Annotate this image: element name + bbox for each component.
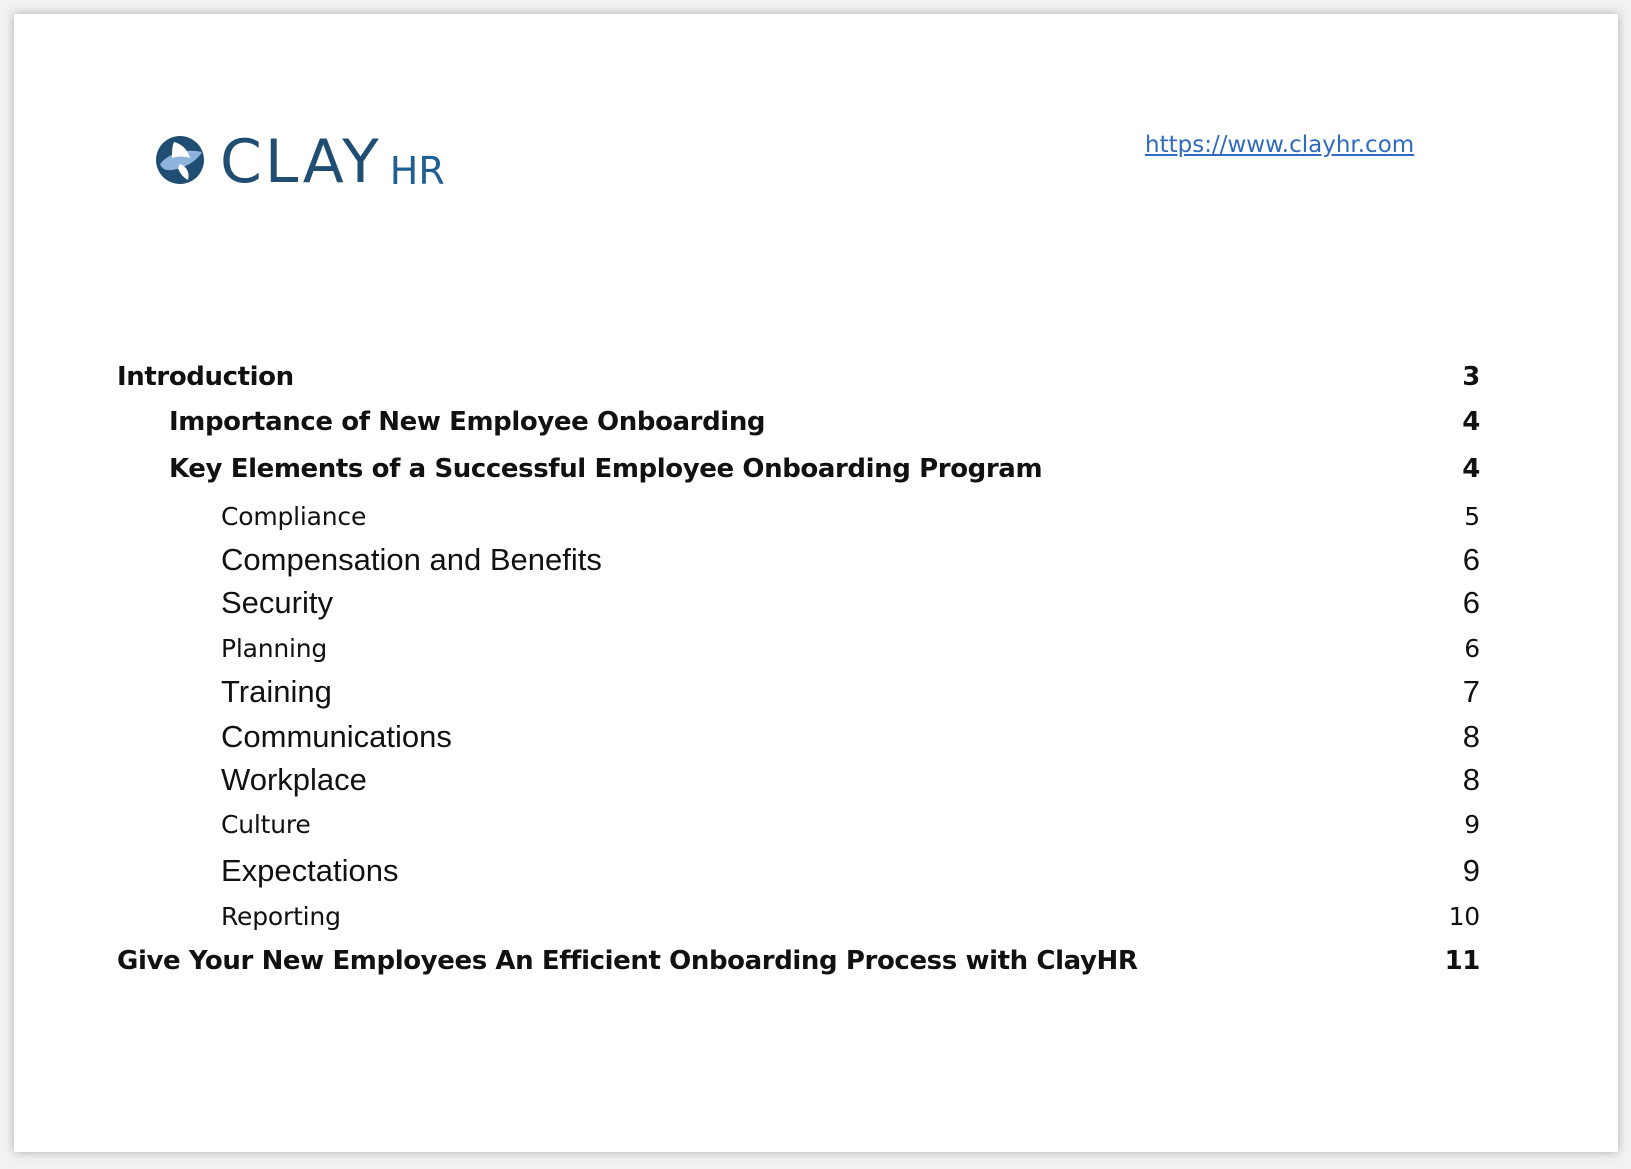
toc-entry-title: Security — [221, 585, 333, 620]
document-page — [14, 14, 1618, 1152]
toc-entry-page: 8 — [1462, 762, 1480, 797]
toc-entry-page: 4 — [1462, 407, 1480, 437]
toc-entry-title: Compensation and Benefits — [221, 542, 602, 577]
toc-entry-title: Compliance — [221, 502, 367, 531]
toc-entry-page: 9 — [1464, 810, 1480, 839]
toc-entry-page: 6 — [1462, 585, 1480, 620]
toc-entry-title: Key Elements of a Successful Employee Onboarding Program — [169, 454, 1043, 484]
toc-entry-page: 6 — [1462, 542, 1480, 577]
toc-entry-page: 10 — [1448, 902, 1480, 931]
toc-entry-page: 11 — [1444, 946, 1480, 976]
clayhr-logo — [154, 122, 445, 197]
logo-wordmark: CLAY — [220, 127, 382, 197]
toc-entry-title: Introduction — [117, 362, 294, 392]
toc-entry-page: 5 — [1464, 502, 1480, 531]
toc-entry-title: Give Your New Employees An Efficient Onboarding Process with ClayHR — [117, 946, 1138, 976]
toc-entry-title: Workplace — [221, 762, 367, 797]
toc-entry-page: 4 — [1462, 454, 1480, 484]
toc-entry-page: 6 — [1464, 634, 1480, 663]
toc-entry-page: 9 — [1462, 853, 1480, 888]
toc-entry-page: 3 — [1462, 362, 1480, 392]
toc-entry-title: Planning — [221, 634, 328, 663]
toc-entry-title: Training — [221, 674, 332, 709]
toc-entry-title: Reporting — [221, 902, 341, 931]
website-link[interactable]: https://www.clayhr.com — [1145, 132, 1415, 158]
toc-entry-title: Expectations — [221, 853, 399, 888]
toc-entry-page: 8 — [1462, 719, 1480, 754]
toc-entry-title: Culture — [221, 810, 311, 839]
toc-entry-title: Importance of New Employee Onboarding — [169, 407, 766, 437]
clayhr-globe-icon — [154, 134, 206, 186]
toc-entry-page: 7 — [1462, 674, 1480, 709]
toc-entry-title: Communications — [221, 719, 452, 754]
logo-suffix: HR — [389, 149, 445, 193]
